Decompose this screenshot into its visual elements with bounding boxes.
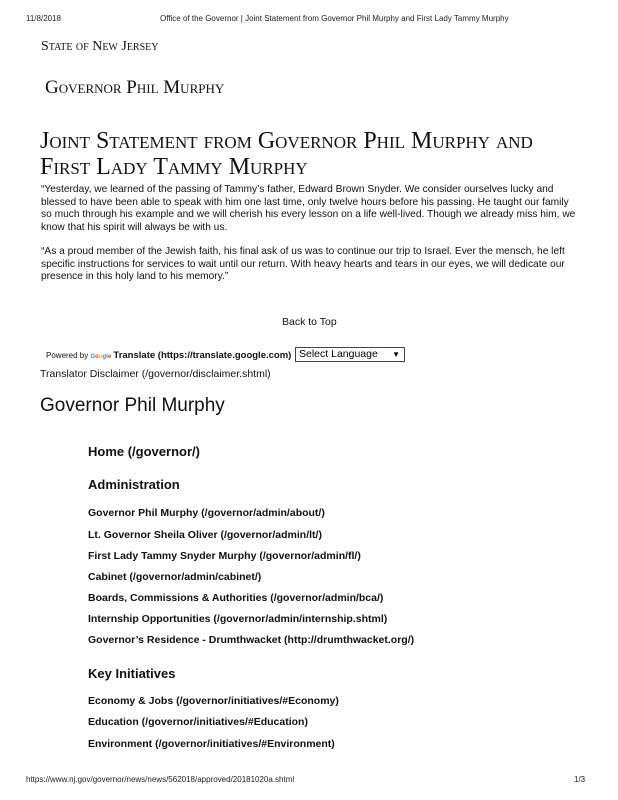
google-logo-letter: g bbox=[102, 354, 107, 360]
nav-item-economy[interactable]: Economy & Jobs (/governor/initiatives/#Economy) bbox=[88, 695, 339, 707]
page-title-line-2: First Lady Tammy Murphy bbox=[40, 154, 308, 180]
page-title-line-1: Joint Statement from Governor Phil Murphy and bbox=[40, 128, 533, 154]
powered-by-label: Powered by bbox=[46, 351, 89, 360]
page-title bbox=[40, 128, 533, 180]
footer-nav-heading: Governor Phil Murphy bbox=[40, 395, 225, 416]
google-logo-letter: e bbox=[107, 354, 112, 360]
google-logo bbox=[90, 354, 111, 360]
nav-item-governor[interactable]: Governor Phil Murphy (/governor/admin/about/) bbox=[88, 507, 325, 519]
translator-disclaimer-link[interactable]: Translator Disclaimer (/governor/disclaimer.shtml) bbox=[40, 368, 271, 380]
state-of-nj-link[interactable]: State of New Jersey bbox=[41, 39, 159, 54]
back-to-top-link[interactable]: Back to Top bbox=[282, 316, 337, 328]
administration-heading: Administration bbox=[88, 477, 180, 492]
print-url: https://www.nj.gov/governor/news/news/562018/approved/20181020a.shtml bbox=[26, 775, 295, 784]
nav-item-cabinet[interactable]: Cabinet (/governor/admin/cabinet/) bbox=[88, 571, 262, 583]
google-logo-letter: G bbox=[90, 354, 96, 360]
translate-link[interactable]: Translate (https://translate.google.com) bbox=[113, 350, 292, 361]
language-select[interactable] bbox=[295, 347, 405, 362]
google-logo-letter: o bbox=[95, 354, 99, 360]
nav-item-education[interactable]: Education (/governor/initiatives/#Education) bbox=[88, 716, 308, 728]
key-initiatives-heading: Key Initiatives bbox=[88, 666, 176, 681]
nav-item-residence[interactable]: Governor’s Residence - Drumthwacket (http://drumthwacket.org/) bbox=[88, 634, 415, 646]
nav-item-environment[interactable]: Environment (/governor/initiatives/#Environment) bbox=[88, 738, 335, 750]
print-title: Office of the Governor | Joint Statement from Governor Phil Murphy and First Lady Tammy Murphy bbox=[160, 14, 509, 23]
language-select-value: Select Language bbox=[299, 348, 378, 360]
print-date: 11/8/2018 bbox=[26, 14, 61, 23]
nav-item-internship[interactable]: Internship Opportunities (/governor/admin/internship.shtml) bbox=[88, 613, 388, 625]
google-translate-widget bbox=[46, 350, 291, 361]
print-page-number: 1/3 bbox=[574, 775, 586, 784]
nav-item-boards[interactable]: Boards, Commissions & Authorities (/governor/admin/bca/) bbox=[88, 592, 384, 604]
nav-item-first-lady[interactable]: First Lady Tammy Snyder Murphy (/governor/admin/fl/) bbox=[88, 550, 361, 562]
nav-home-link[interactable]: Home (/governor/) bbox=[88, 444, 200, 459]
nav-item-lt-governor[interactable]: Lt. Governor Sheila Oliver (/governor/admin/lt/) bbox=[88, 529, 322, 541]
google-logo-letter: l bbox=[106, 354, 108, 360]
dropdown-arrow-icon: ▼ bbox=[392, 350, 400, 359]
statement-paragraph-1: “Yesterday, we learned of the passing of Tammy’s father, Edward Brown Snyder. We consider ourselves lucky and blessed to have been able to speak with him one last time, only twelve hours before his passing. He taught our family so much through his example and we will cherish his every lesson on a life well-lived. Though we already miss him, we know that his spirit will always be with us. bbox=[41, 184, 576, 233]
google-logo-letter: o bbox=[98, 354, 103, 360]
statement-paragraph-2: “As a proud member of the Jewish faith, his final ask of us was to continue our trip to Israel. Ever the mensch, he left specific instructions for services to wait until our return. With heavy hearts and tears in our eyes, we will dedicate our presence in this holy land to his memory.” bbox=[41, 246, 565, 282]
governor-home-link[interactable]: Governor Phil Murphy bbox=[45, 77, 225, 98]
